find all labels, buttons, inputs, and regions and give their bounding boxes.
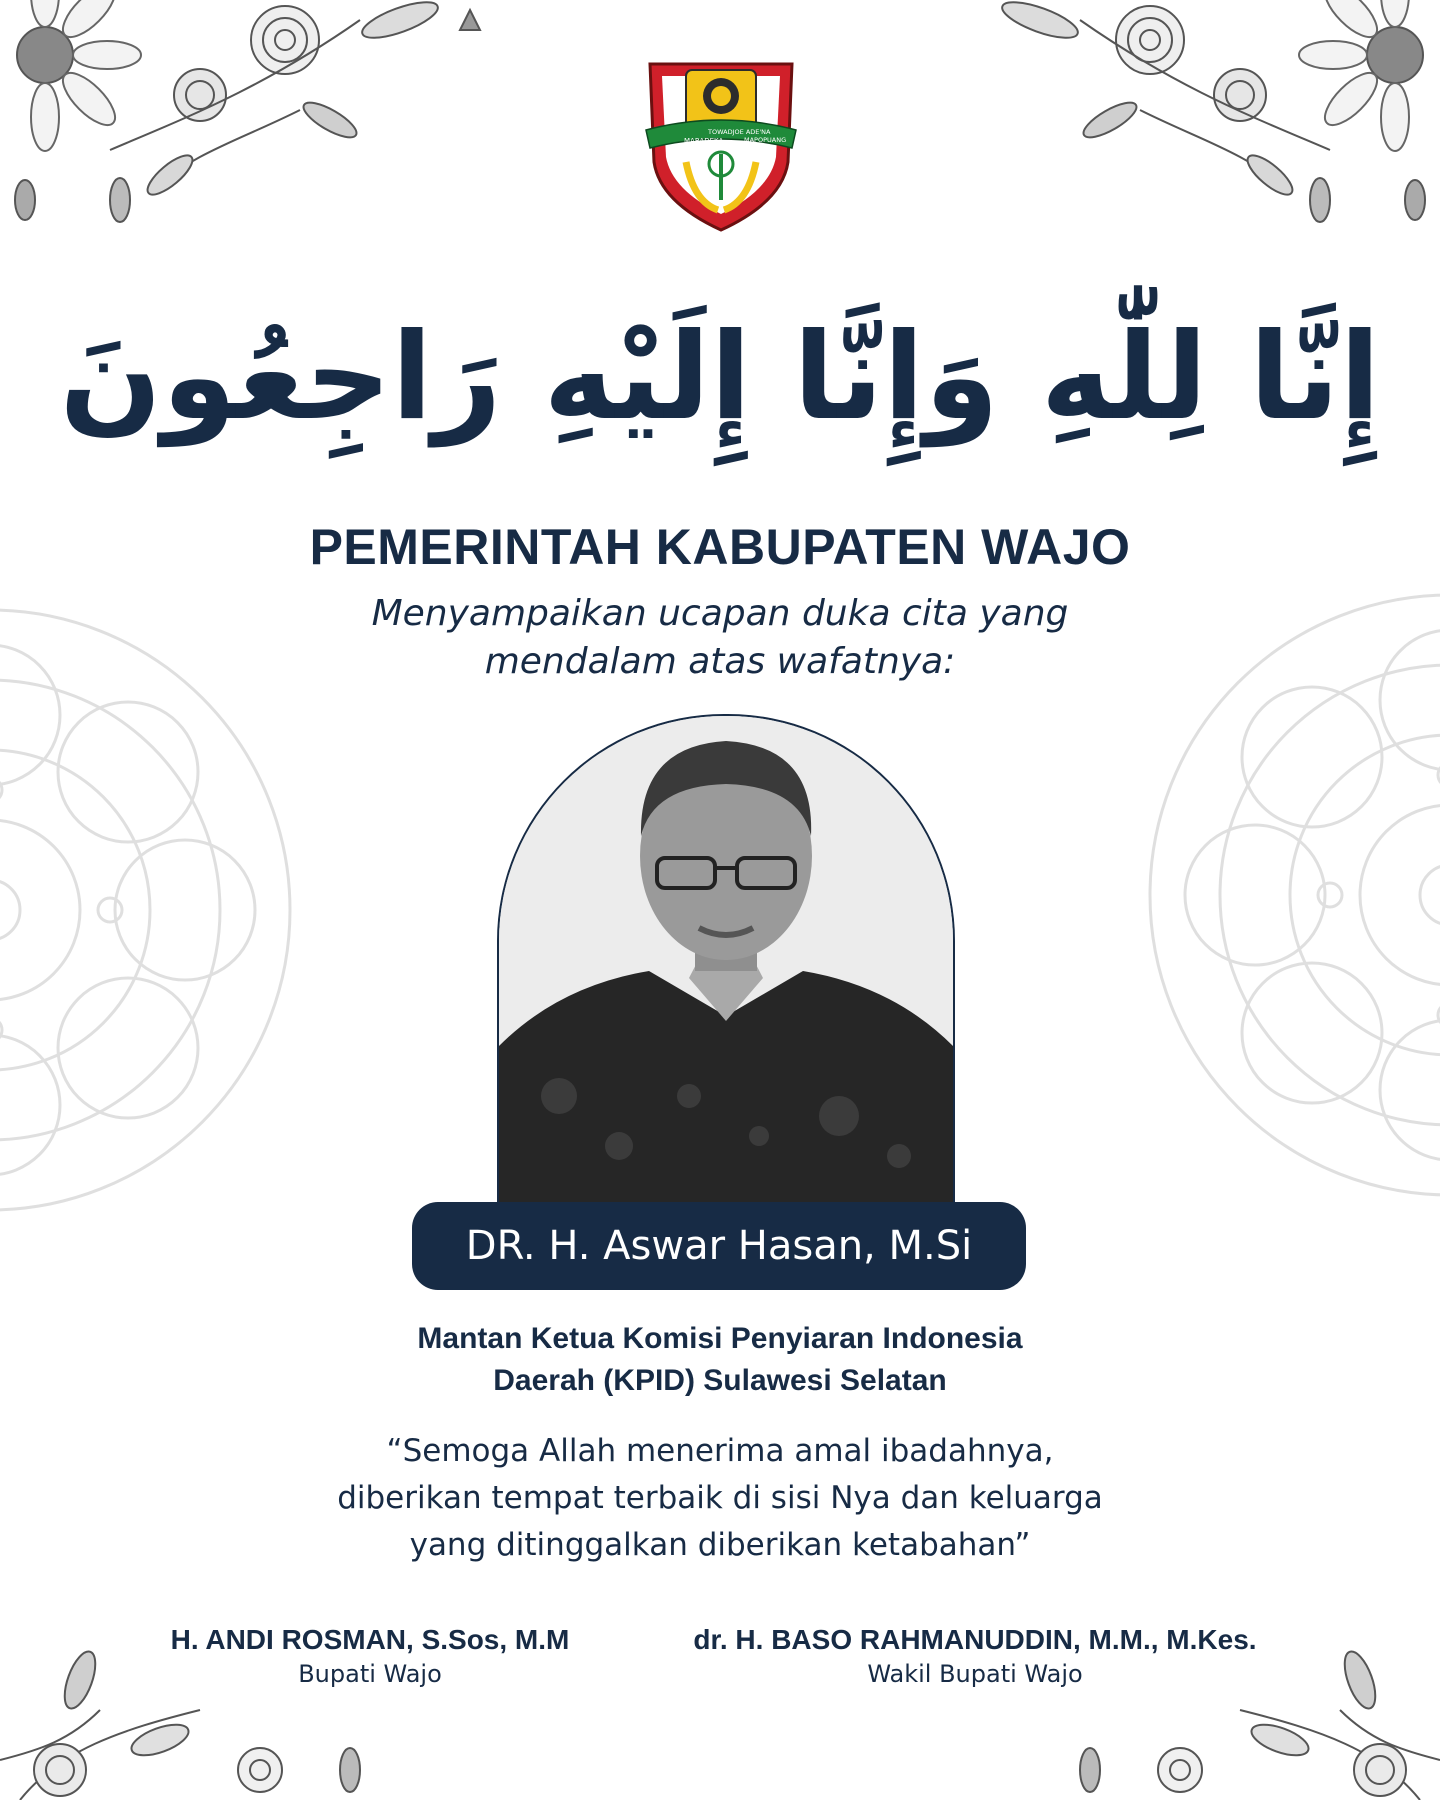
wajo-regency-emblem [642, 52, 800, 234]
prayer-line: diberikan tempat terbaik di sisi Nya dan keluarga [337, 1480, 1103, 1516]
prayer-quote [0, 1428, 1440, 1569]
intro-line: mendalam atas wafatnya: [484, 641, 956, 682]
prayer-line: “Semoga Allah menerima amal ibadahnya, [386, 1433, 1054, 1469]
deceased-name-badge: DR. H. Aswar Hasan, M.Si [412, 1202, 1026, 1290]
page-title: PEMERINTAH KABUPATEN WAJO [309, 519, 1131, 575]
arabic-calligraphy: إِنَّا لِلّٰهِ وَإِنَّا إِلَيْهِ رَاجِعُونَ [59, 308, 1381, 447]
signatory-vice-regent [660, 1622, 1290, 1690]
floral-corner-top-right [880, 0, 1440, 260]
mandala-ornament-left [0, 590, 310, 1230]
signatory-role: Wakil Bupati Wajo [867, 1660, 1083, 1688]
signatory-regent [110, 1622, 630, 1690]
emblem-text-mapopuang: MAPOPUANG [744, 136, 787, 144]
signatory-name: H. ANDI ROSMAN, S.Sos, M.M [170, 1624, 570, 1655]
deceased-portrait [497, 714, 955, 1206]
position-line: Daerah (KPID) Sulawesi Selatan [493, 1364, 947, 1397]
signatory-name: dr. H. BASO RAHMANUDDIN, M.M., M.Kes. [693, 1624, 1257, 1655]
condolence-intro [0, 590, 1440, 686]
prayer-line: yang ditinggalkan diberikan ketabahan” [409, 1527, 1031, 1563]
signatory-role: Bupati Wajo [298, 1660, 442, 1688]
floral-corner-top-left [0, 0, 560, 260]
deceased-position [0, 1318, 1440, 1402]
position-line: Mantan Ketua Komisi Penyiaran Indonesia [417, 1322, 1023, 1355]
intro-line: Menyampaikan ucapan duka cita yang [371, 593, 1069, 634]
emblem-text-motto: TOWADJOE ADE'NA [708, 128, 771, 136]
emblem-text-maradeka: MARADEKA [684, 137, 724, 145]
